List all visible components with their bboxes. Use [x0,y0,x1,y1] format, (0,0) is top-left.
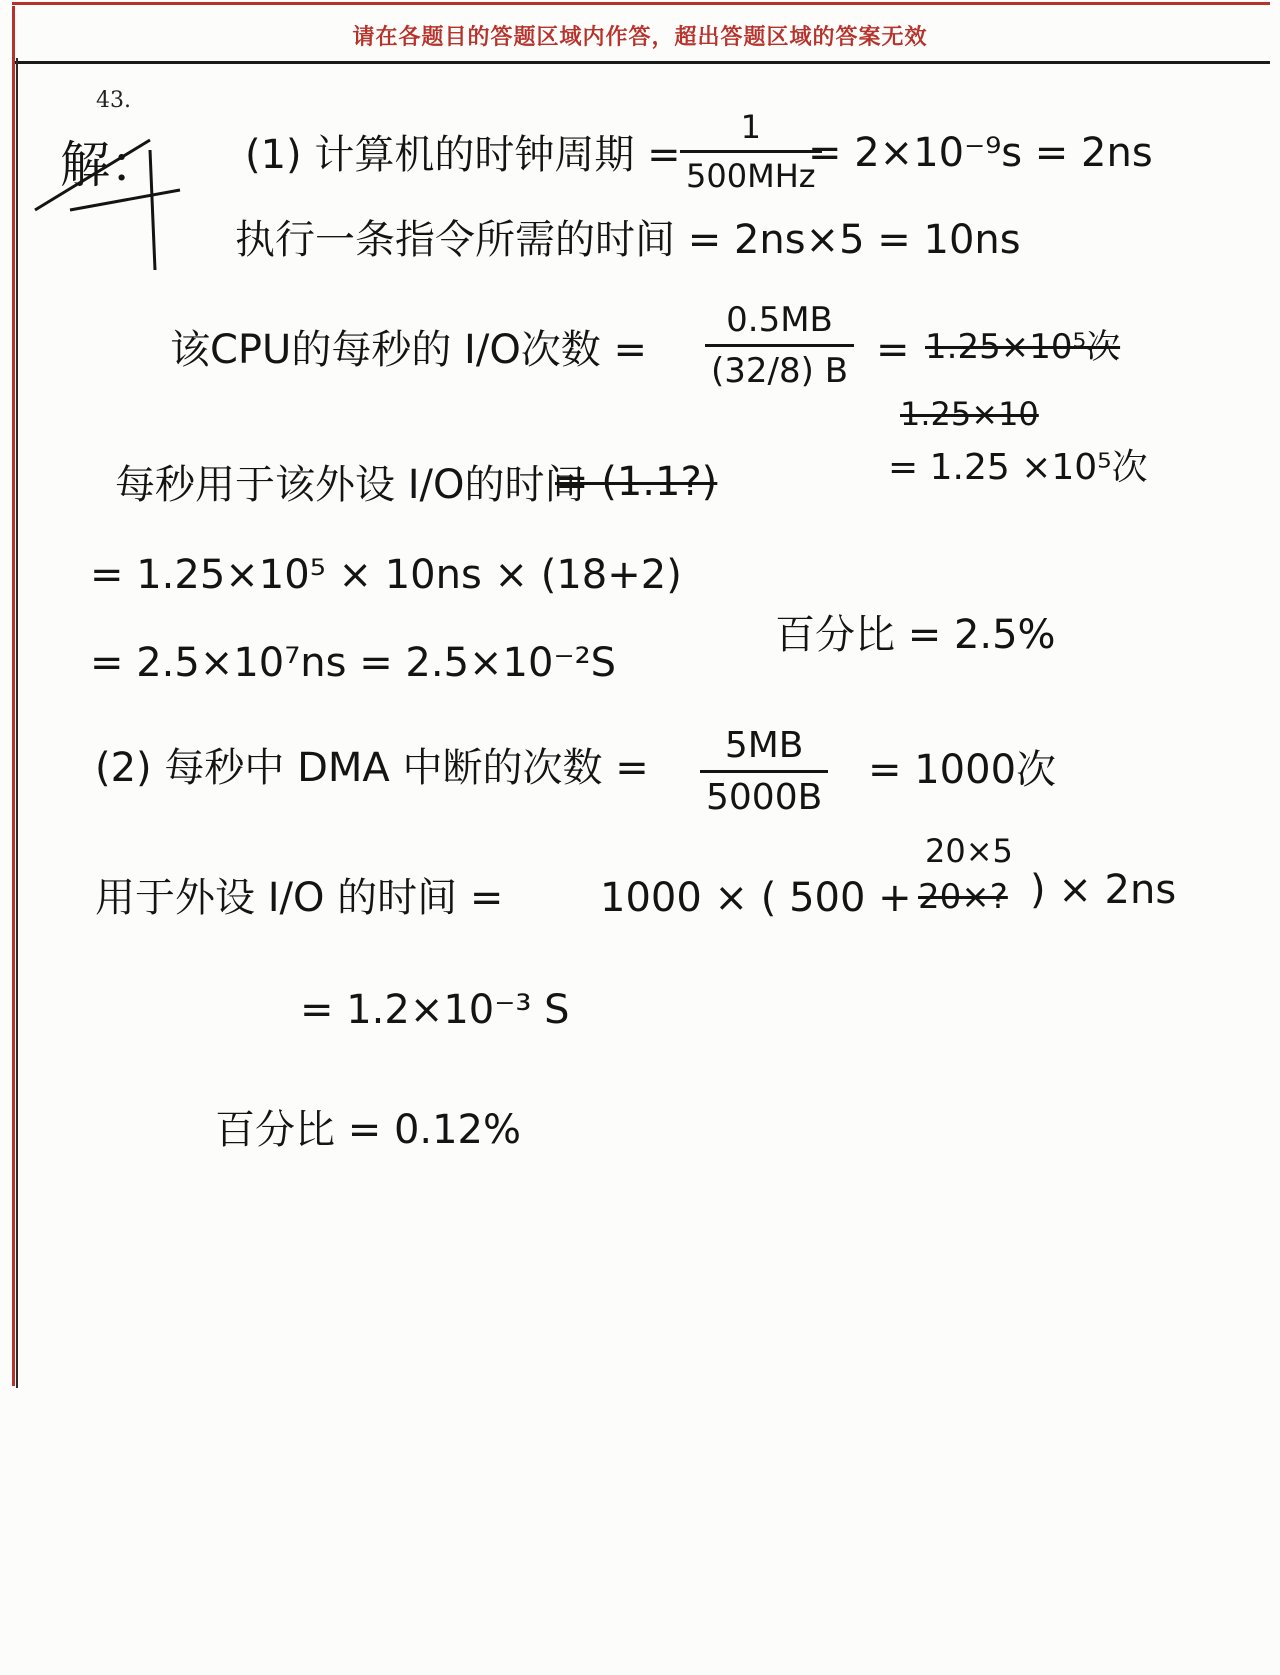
part2-dma-count-result: = 1000次 [868,747,1057,793]
part1-io-time-expression: = 1.25×10⁵ × 10ns × (18+2) [90,552,682,598]
solution-label: 解： [60,136,160,194]
part2-percentage: 百分比 = 0.12% [215,1107,522,1153]
fraction-numerator: 1 [740,108,761,146]
part2-io-time-label: 用于外设 I/O 的时间 = [95,875,504,921]
question-number: 43. [96,88,131,113]
equals-sign: = [876,327,910,373]
part2-io-time-tail: ) × 2ns [1030,867,1177,913]
left-margin-red-line [12,6,15,1386]
part1-clock-period-label: (1) 计算机的时钟周期 = [245,132,681,178]
part1-io-time-label: 每秒用于该外设 I/O的时间 [115,462,585,508]
part1-io-time-struck: = (1.1?) [555,459,718,505]
solution-label-scribble [30,120,210,280]
part1-io-count-result: = 1.25 ×10⁵次 [888,447,1148,488]
part1-percentage: 百分比 = 2.5% [775,612,1056,658]
fraction-denominator: 500MHz [686,157,816,195]
left-margin-border [16,58,18,1388]
part1-io-count-label: 该CPU的每秒的 I/O次数 = [170,327,648,373]
answer-area-notice: 请在各题目的答题区域内作答，超出答题区域的答案无效 [352,25,928,50]
part1-io-count-fraction [705,300,854,391]
part1-struck-value-2: 1.25×10 [900,395,1039,433]
fraction-numerator: 0.5MB [726,300,833,340]
part1-io-time-result: = 2.5×10⁷ns = 2.5×10⁻²S [90,640,616,686]
part1-struck-value-1: 1.25×10⁵次 [925,327,1121,367]
part2-io-time-result: = 1.2×10⁻³ S [300,987,570,1033]
fraction-denominator: (32/8) B [711,351,849,391]
part1-clock-period-result: = 2×10⁻⁹s = 2ns [808,130,1153,176]
part1-instruction-time: 执行一条指令所需的时间 = 2ns×5 = 10ns [235,217,1021,263]
part1-clock-fraction [680,108,822,195]
fraction-denominator: 5000B [706,777,823,818]
fraction-numerator: 5MB [724,725,804,766]
part2-correction: 20×5 [925,832,1013,870]
part2-io-time-struck: 20×? [918,877,1008,917]
part2-dma-fraction [700,725,828,818]
part2-dma-count-label: (2) 每秒中 DMA 中断的次数 = [95,745,649,791]
part2-io-time-expression: 1000 × ( 500 + [600,875,912,921]
